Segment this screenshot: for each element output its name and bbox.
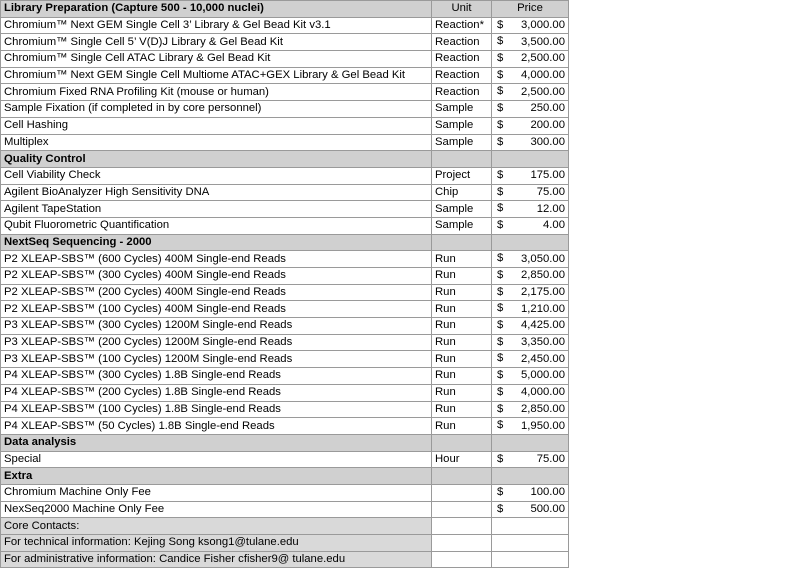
currency-symbol: $ — [497, 252, 504, 265]
currency-symbol: $ — [497, 369, 504, 382]
item-unit: Project — [432, 167, 492, 184]
item-unit: Run — [432, 251, 492, 268]
table-row — [1, 318, 569, 335]
item-name: Special — [1, 451, 432, 468]
item-name: Chromium™ Single Cell 5’ V(D)J Library & Gel Bead Kit — [1, 34, 432, 51]
item-price-cell — [492, 384, 569, 401]
item-unit: Reaction — [432, 84, 492, 101]
item-unit: Run — [432, 334, 492, 351]
item-name: Chromium Machine Only Fee — [1, 484, 432, 501]
currency-symbol: $ — [497, 202, 504, 215]
section-title: Extra — [1, 468, 432, 485]
section-header-row — [1, 234, 569, 251]
section-price-cell — [492, 151, 569, 168]
contact-blank-cell — [432, 535, 492, 552]
item-price-cell — [492, 217, 569, 234]
section-title: Library Preparation (Capture 500 - 10,000 nuclei) — [1, 1, 432, 18]
table-row — [1, 84, 569, 101]
item-unit: Hour — [432, 451, 492, 468]
item-name: Chromium™ Single Cell ATAC Library & Gel Bead Kit — [1, 51, 432, 68]
item-price: 2,500.00 — [521, 85, 565, 98]
item-name: Sample Fixation (if completed in by core personnel) — [1, 101, 432, 118]
item-price-cell — [492, 318, 569, 335]
contact-line: For administrative information: Candice Fisher cfisher9@ tulane.edu — [1, 551, 432, 568]
item-price-cell — [492, 34, 569, 51]
item-price-cell — [492, 334, 569, 351]
item-unit: Sample — [432, 201, 492, 218]
item-name: Chromium Fixed RNA Profiling Kit (mouse or human) — [1, 84, 432, 101]
item-unit: Run — [432, 268, 492, 285]
currency-symbol: $ — [497, 319, 504, 332]
currency-symbol: $ — [497, 285, 504, 298]
currency-symbol: $ — [497, 102, 504, 115]
currency-symbol: $ — [497, 485, 504, 498]
table-row — [1, 384, 569, 401]
table-row — [1, 117, 569, 134]
item-price-cell — [492, 501, 569, 518]
table-header-row — [1, 1, 569, 18]
item-price-cell — [492, 84, 569, 101]
section-header-row — [1, 151, 569, 168]
table-row — [1, 251, 569, 268]
item-name: P4 XLEAP-SBS™ (200 Cycles) 1.8B Single-end Reads — [1, 384, 432, 401]
item-price: 175.00 — [530, 169, 565, 182]
contact-row — [1, 535, 569, 552]
item-price-cell — [492, 134, 569, 151]
section-price-cell — [492, 434, 569, 451]
item-unit: Reaction* — [432, 17, 492, 34]
currency-symbol: $ — [497, 419, 504, 432]
item-unit: Run — [432, 418, 492, 435]
item-price: 2,175.00 — [521, 286, 565, 299]
item-unit: Run — [432, 351, 492, 368]
item-name: P4 XLEAP-SBS™ (100 Cycles) 1.8B Single-end Reads — [1, 401, 432, 418]
section-price-cell — [492, 234, 569, 251]
table-row — [1, 451, 569, 468]
table-row — [1, 217, 569, 234]
item-price-cell — [492, 167, 569, 184]
table-row — [1, 17, 569, 34]
item-price: 4,425.00 — [521, 319, 565, 332]
item-price-cell — [492, 101, 569, 118]
section-title: Quality Control — [1, 151, 432, 168]
section-unit-cell — [432, 468, 492, 485]
item-price-cell — [492, 17, 569, 34]
item-price: 3,050.00 — [521, 252, 565, 265]
contact-row — [1, 551, 569, 568]
item-name: P2 XLEAP-SBS™ (600 Cycles) 400M Single-end Reads — [1, 251, 432, 268]
currency-symbol: $ — [497, 185, 504, 198]
item-price: 75.00 — [536, 185, 565, 198]
item-price-cell — [492, 368, 569, 385]
item-price-cell — [492, 401, 569, 418]
item-name: P3 XLEAP-SBS™ (100 Cycles) 1200M Single-end Reads — [1, 351, 432, 368]
item-unit: Chip — [432, 184, 492, 201]
table-row — [1, 101, 569, 118]
item-price: 300.00 — [530, 135, 565, 148]
item-price: 250.00 — [530, 102, 565, 115]
section-title: NextSeq Sequencing - 2000 — [1, 234, 432, 251]
item-name: Multiplex — [1, 134, 432, 151]
item-name: Agilent BioAnalyzer High Sensitivity DNA — [1, 184, 432, 201]
item-price: 2,500.00 — [521, 52, 565, 65]
table-row — [1, 134, 569, 151]
item-unit: Sample — [432, 134, 492, 151]
item-price: 5,000.00 — [521, 369, 565, 382]
table-row — [1, 351, 569, 368]
item-name: Agilent TapeStation — [1, 201, 432, 218]
currency-symbol: $ — [497, 135, 504, 148]
table-row — [1, 401, 569, 418]
currency-symbol: $ — [497, 35, 504, 48]
item-price: 500.00 — [530, 502, 565, 515]
item-price-cell — [492, 351, 569, 368]
item-unit: Run — [432, 368, 492, 385]
item-unit: Run — [432, 401, 492, 418]
currency-symbol: $ — [497, 385, 504, 398]
item-unit: Run — [432, 318, 492, 335]
currency-symbol: $ — [497, 452, 504, 465]
item-name: P2 XLEAP-SBS™ (300 Cycles) 400M Single-end Reads — [1, 268, 432, 285]
item-name: Cell Hashing — [1, 117, 432, 134]
item-name: P4 XLEAP-SBS™ (50 Cycles) 1.8B Single-end Reads — [1, 418, 432, 435]
item-unit: Sample — [432, 101, 492, 118]
item-price: 4,000.00 — [521, 386, 565, 399]
item-name: P4 XLEAP-SBS™ (300 Cycles) 1.8B Single-end Reads — [1, 368, 432, 385]
section-unit-cell — [432, 234, 492, 251]
item-price: 1,950.00 — [521, 419, 565, 432]
unit-column-header: Unit — [432, 1, 492, 18]
table-row — [1, 51, 569, 68]
currency-symbol: $ — [497, 52, 504, 65]
section-unit-cell — [432, 434, 492, 451]
item-price-cell — [492, 484, 569, 501]
item-price: 3,350.00 — [521, 336, 565, 349]
item-price: 2,850.00 — [521, 269, 565, 282]
currency-symbol: $ — [497, 168, 504, 181]
item-unit: Run — [432, 301, 492, 318]
item-unit — [432, 501, 492, 518]
contact-blank-cell — [432, 551, 492, 568]
item-price-cell — [492, 51, 569, 68]
item-price-cell — [492, 284, 569, 301]
currency-symbol: $ — [497, 352, 504, 365]
item-price-cell — [492, 201, 569, 218]
item-name: Chromium™ Next GEM Single Cell Multiome ATAC+GEX Library & Gel Bead Kit — [1, 67, 432, 84]
currency-symbol: $ — [497, 402, 504, 415]
table-row — [1, 201, 569, 218]
item-price-cell — [492, 418, 569, 435]
item-price: 3,000.00 — [521, 19, 565, 32]
section-price-cell — [492, 468, 569, 485]
table-row — [1, 484, 569, 501]
item-price: 100.00 — [530, 486, 565, 499]
section-title: Data analysis — [1, 434, 432, 451]
item-price: 75.00 — [536, 452, 565, 465]
currency-symbol: $ — [497, 302, 504, 315]
currency-symbol: $ — [497, 502, 504, 515]
contact-blank-cell — [492, 535, 569, 552]
item-name: P2 XLEAP-SBS™ (100 Cycles) 400M Single-end Reads — [1, 301, 432, 318]
item-price: 4.00 — [543, 219, 565, 232]
price-table-body — [1, 1, 569, 568]
item-name: Cell Viability Check — [1, 167, 432, 184]
section-unit-cell — [432, 151, 492, 168]
contacts-heading: Core Contacts: — [1, 518, 432, 535]
currency-symbol: $ — [497, 118, 504, 131]
item-unit: Reaction — [432, 34, 492, 51]
item-price-cell — [492, 268, 569, 285]
currency-symbol: $ — [497, 68, 504, 81]
item-unit: Reaction — [432, 67, 492, 84]
table-row — [1, 67, 569, 84]
item-name: P3 XLEAP-SBS™ (200 Cycles) 1200M Single-end Reads — [1, 334, 432, 351]
item-price: 4,000.00 — [521, 69, 565, 82]
currency-symbol: $ — [497, 218, 504, 231]
table-row — [1, 501, 569, 518]
item-unit: Sample — [432, 217, 492, 234]
item-price-cell — [492, 184, 569, 201]
section-header-row — [1, 468, 569, 485]
item-price-cell — [492, 67, 569, 84]
table-row — [1, 34, 569, 51]
table-row — [1, 284, 569, 301]
contact-line: For technical information: Kejing Song ksong1@tulane.edu — [1, 535, 432, 552]
contact-blank-cell — [492, 518, 569, 535]
item-price: 3,500.00 — [521, 35, 565, 48]
contacts-heading-row — [1, 518, 569, 535]
item-unit: Run — [432, 284, 492, 301]
price-column-header: Price — [492, 1, 569, 18]
table-row — [1, 418, 569, 435]
currency-symbol: $ — [497, 18, 504, 31]
item-price: 12.00 — [536, 202, 565, 215]
item-name: Chromium™ Next GEM Single Cell 3’ Library & Gel Bead Kit v3.1 — [1, 17, 432, 34]
item-price-cell — [492, 451, 569, 468]
table-row — [1, 268, 569, 285]
item-price: 2,850.00 — [521, 402, 565, 415]
table-row — [1, 368, 569, 385]
contact-blank-cell — [492, 551, 569, 568]
contact-blank-cell — [432, 518, 492, 535]
item-price: 1,210.00 — [521, 302, 565, 315]
item-unit — [432, 484, 492, 501]
item-name: Qubit Fluorometric Quantification — [1, 217, 432, 234]
currency-symbol: $ — [497, 269, 504, 281]
item-name: NexSeq2000 Machine Only Fee — [1, 501, 432, 518]
currency-symbol: $ — [497, 85, 504, 98]
table-row — [1, 167, 569, 184]
item-unit: Run — [432, 384, 492, 401]
table-row — [1, 334, 569, 351]
currency-symbol: $ — [497, 335, 504, 348]
item-price: 200.00 — [530, 119, 565, 132]
table-row — [1, 184, 569, 201]
item-price-cell — [492, 301, 569, 318]
section-header-row — [1, 434, 569, 451]
item-price-cell — [492, 251, 569, 268]
table-row — [1, 301, 569, 318]
item-price-cell — [492, 117, 569, 134]
item-unit: Reaction — [432, 51, 492, 68]
item-price: 2,450.00 — [521, 352, 565, 365]
item-unit: Sample — [432, 117, 492, 134]
item-name: P3 XLEAP-SBS™ (300 Cycles) 1200M Single-end Reads — [1, 318, 432, 335]
item-name: P2 XLEAP-SBS™ (200 Cycles) 400M Single-end Reads — [1, 284, 432, 301]
